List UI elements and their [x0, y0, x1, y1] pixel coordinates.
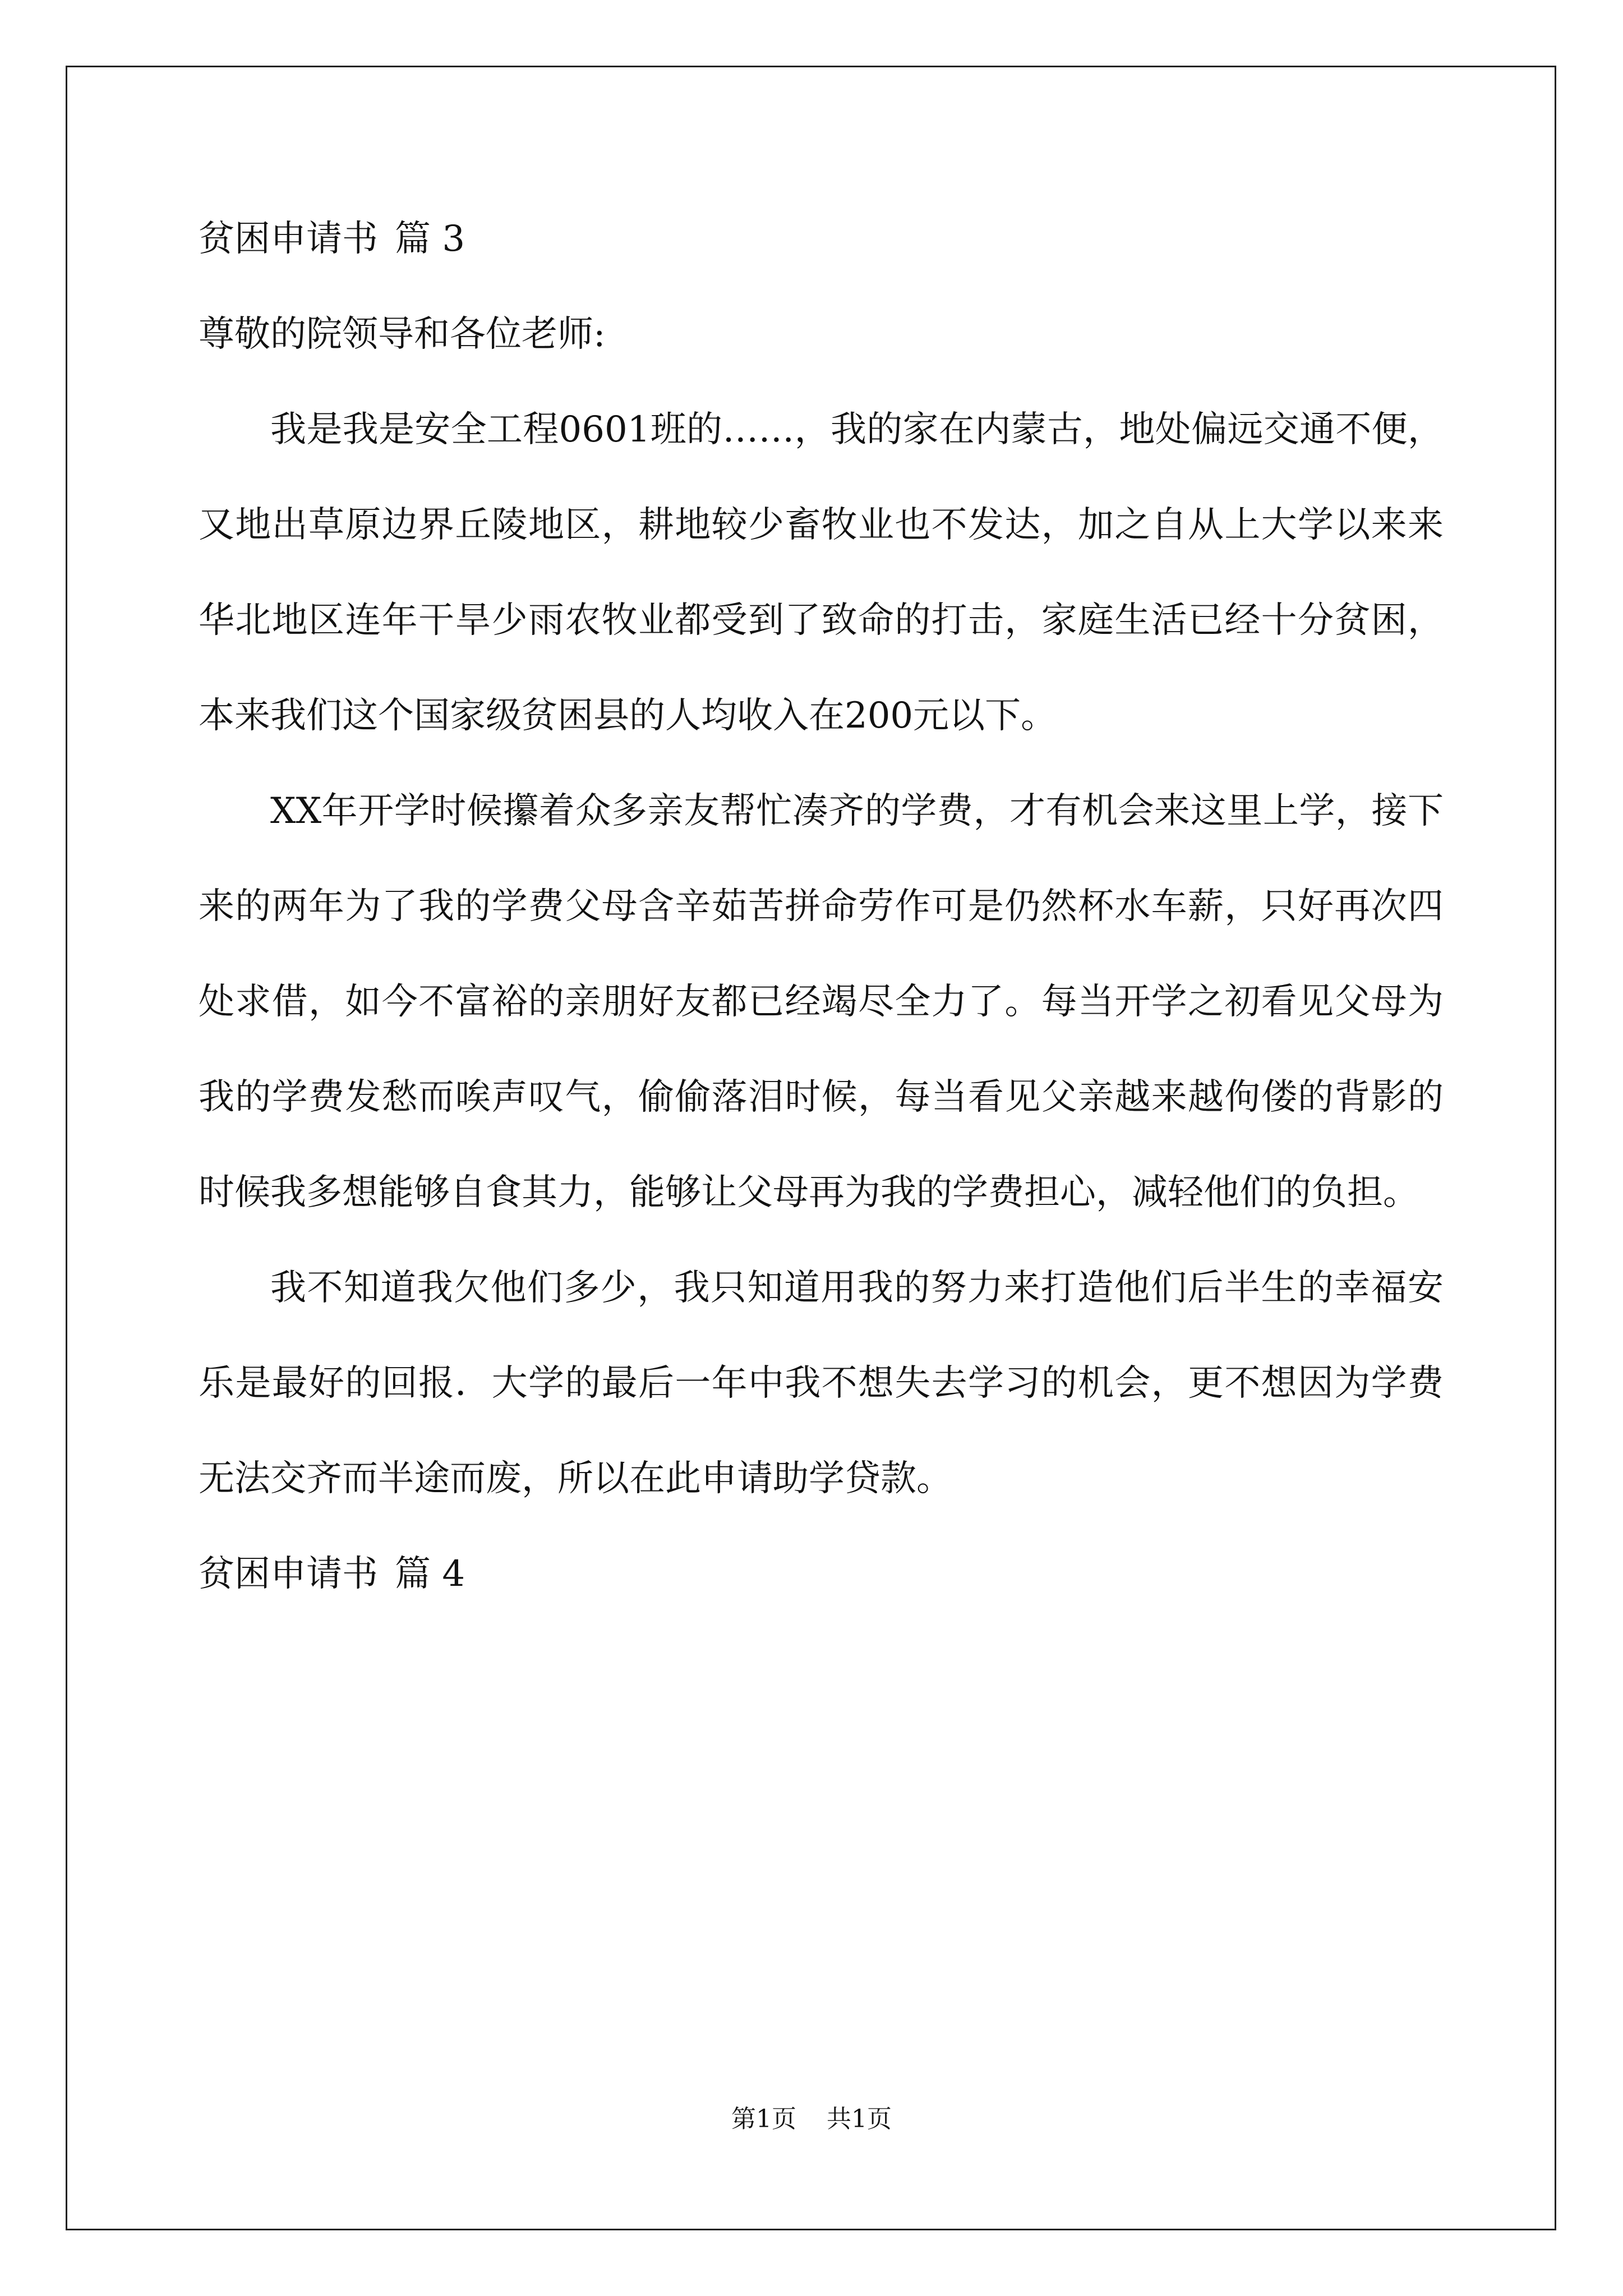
- paragraph-3: 我不知道我欠他们多少，我只知道用我的努力来打造他们后半生的幸福安乐是最好的回报．大学的最后一年中我不想失去学习的机会，更不想因为学费无法交齐而半途而废，所以在此申请助学贷款。: [199, 1267, 1444, 1499]
- salutation: 尊敬的院领导和各位老师:: [199, 314, 606, 355]
- paragraph-1: 我是我是安全工程0601班的……，我的家在内蒙古，地处偏远交通不便，又地出草原边界丘陵地区，耕地较少畜牧业也不发达，加之自从上大学以来来华北地区连年干旱少雨农牧业都受到了致命的打击，家庭生活已经十分贫困，本来我们这个国家级贫困县的人均收入在200元以下。: [199, 409, 1444, 737]
- document-body: [199, 213, 1444, 1644]
- section-4-title: 贫困申请书: [199, 1553, 378, 1595]
- page-count: 共1页: [827, 2105, 892, 2133]
- section-3-label: 篇 3: [395, 218, 465, 260]
- section-3-title: 贫困申请书: [199, 218, 378, 260]
- page-footer: [0, 2102, 1623, 2136]
- paragraph-2: XX年开学时候攥着众多亲友帮忙凑齐的学费，才有机会来这里上学，接下来的两年为了我的学费父母含辛茹苦拼命劳作可是仍然杯水车薪，只好再次四处求借，如今不富裕的亲朋好友都已经竭尽全力了。每当开学之初看见父母为我的学费发愁而唉声叹气，偷偷落泪时候，每当看见父亲越来越佝偻的背影的时候我多想能够自食其力，能够让父母再为我的学费担心，减轻他们的负担。: [199, 790, 1444, 1213]
- section-3-heading: [199, 213, 1444, 265]
- section-4-heading: [199, 1548, 1444, 1600]
- section-4-label: 篇 4: [395, 1553, 465, 1595]
- page-number: 第1页: [731, 2105, 796, 2133]
